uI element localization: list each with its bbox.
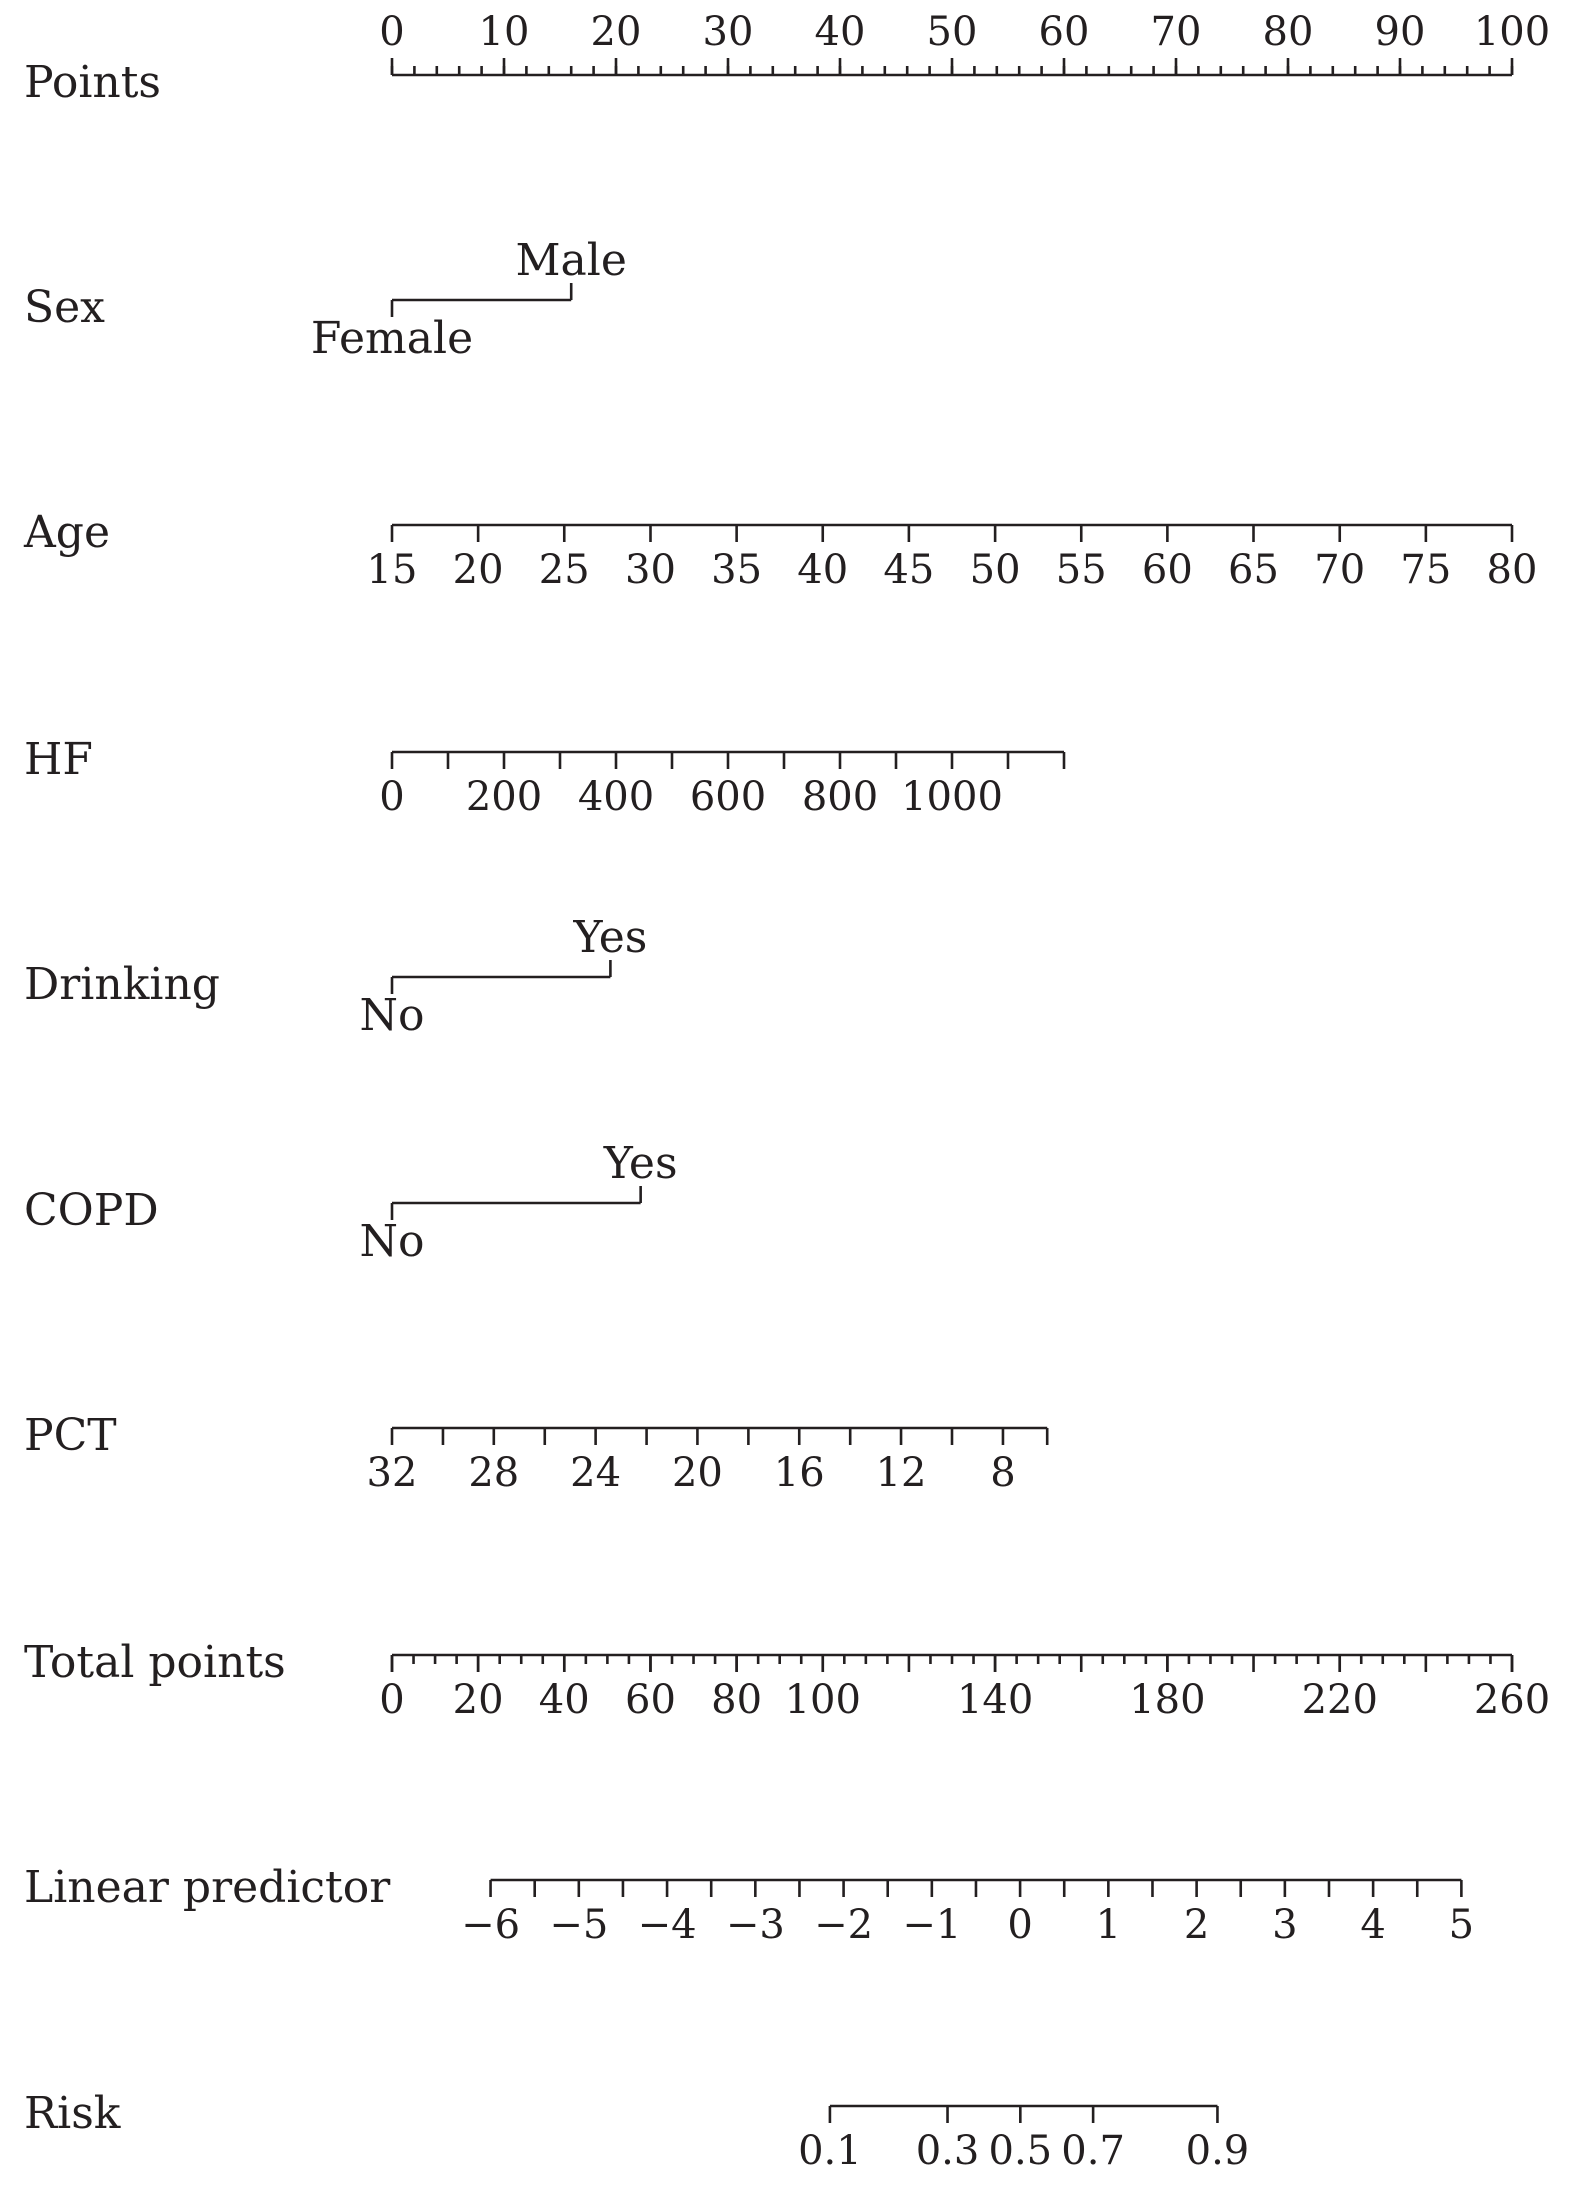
- tick-label-lp-18: 3: [1272, 1902, 1298, 1948]
- tick-label-points-7: 70: [1150, 9, 1202, 55]
- tick-label-age-6: 45: [883, 547, 935, 593]
- tick-label-pct-10: 12: [875, 1450, 927, 1496]
- tick-label-risk-0: 0.1: [798, 2128, 862, 2174]
- tick-label-lp-4: −4: [637, 1902, 697, 1948]
- row-hf: [24, 734, 1064, 820]
- tick-label-total-5: 100: [784, 1677, 861, 1723]
- tick-label-lp-2: −5: [549, 1902, 609, 1948]
- tick-label-total-4: 80: [711, 1677, 763, 1723]
- tick-label-points-6: 60: [1038, 9, 1090, 55]
- tick-label-points-5: 50: [926, 9, 978, 55]
- row-label-risk: Risk: [24, 2088, 121, 2139]
- level-label-drinking-0: No: [359, 990, 425, 1041]
- row-drinking: [24, 912, 647, 1041]
- tick-label-lp-12: 0: [1007, 1902, 1033, 1948]
- row-risk: [24, 2088, 1249, 2174]
- tick-label-age-10: 65: [1228, 547, 1279, 593]
- tick-label-total-9: 260: [1473, 1677, 1551, 1723]
- tick-label-total-7: 180: [1129, 1677, 1206, 1723]
- row-sex: [24, 235, 627, 364]
- tick-label-hf-8: 800: [801, 774, 879, 820]
- level-label-drinking-1: Yes: [573, 912, 648, 963]
- row-points: [24, 9, 1550, 108]
- row-label-age: Age: [24, 507, 110, 558]
- tick-label-risk-1: 0.3: [915, 2128, 980, 2174]
- tick-label-pct-8: 16: [773, 1450, 825, 1496]
- tick-label-pct-0: 32: [366, 1450, 418, 1496]
- tick-label-age-11: 70: [1314, 547, 1366, 593]
- tick-label-total-3: 60: [625, 1677, 676, 1723]
- tick-label-total-8: 220: [1301, 1677, 1378, 1723]
- tick-label-points-8: 80: [1262, 9, 1314, 55]
- tick-label-total-2: 40: [538, 1677, 590, 1723]
- tick-label-risk-4: 0.9: [1185, 2128, 1250, 2174]
- tick-label-age-0: 15: [366, 547, 418, 593]
- row-pct: [24, 1410, 1047, 1496]
- row-label-drinking: Drinking: [24, 959, 220, 1010]
- tick-label-total-1: 20: [452, 1677, 504, 1723]
- tick-label-hf-6: 600: [689, 774, 767, 820]
- tick-label-total-0: 0: [379, 1677, 405, 1723]
- tick-label-total-6: 140: [956, 1677, 1034, 1723]
- tick-label-points-0: 0: [379, 9, 405, 55]
- tick-label-age-12: 75: [1400, 547, 1452, 593]
- row-label-lp: Linear predictor: [24, 1862, 391, 1913]
- tick-label-age-1: 20: [452, 547, 504, 593]
- row-label-sex: Sex: [24, 282, 105, 333]
- tick-label-pct-2: 28: [468, 1450, 520, 1496]
- tick-label-lp-0: −6: [461, 1902, 521, 1948]
- tick-label-lp-22: 5: [1448, 1902, 1475, 1948]
- nomogram-rows: [23, 9, 1550, 2174]
- tick-label-hf-10: 1000: [901, 774, 1003, 820]
- tick-label-lp-16: 2: [1183, 1902, 1210, 1948]
- tick-label-age-7: 50: [969, 547, 1021, 593]
- row-copd: [24, 1138, 678, 1267]
- row-label-points: Points: [24, 57, 161, 108]
- tick-label-points-3: 30: [702, 9, 754, 55]
- level-label-sex-1: Male: [515, 235, 627, 286]
- row-label-hf: HF: [24, 734, 93, 785]
- tick-label-points-9: 90: [1374, 9, 1426, 55]
- tick-label-pct-12: 8: [990, 1450, 1016, 1496]
- tick-label-lp-8: −2: [814, 1902, 874, 1948]
- tick-label-risk-2: 0.5: [988, 2128, 1053, 2174]
- tick-label-age-9: 60: [1141, 547, 1193, 593]
- tick-label-points-1: 10: [478, 9, 530, 55]
- tick-label-age-13: 80: [1486, 547, 1538, 593]
- tick-label-lp-10: −1: [902, 1902, 962, 1948]
- row-age: [23, 507, 1537, 593]
- tick-label-hf-4: 400: [577, 774, 655, 820]
- level-label-copd-0: No: [359, 1216, 425, 1267]
- tick-label-age-2: 25: [538, 547, 590, 593]
- tick-label-pct-6: 20: [671, 1450, 723, 1496]
- tick-label-risk-3: 0.7: [1061, 2128, 1125, 2174]
- tick-label-age-4: 35: [711, 547, 763, 593]
- tick-label-points-2: 20: [590, 9, 642, 55]
- tick-label-points-10: 100: [1473, 9, 1551, 55]
- tick-label-age-5: 40: [797, 547, 849, 593]
- tick-label-age-3: 30: [625, 547, 676, 593]
- tick-label-lp-6: −3: [725, 1902, 785, 1948]
- row-total: [24, 1637, 1550, 1723]
- row-label-pct: PCT: [24, 1410, 117, 1461]
- row-label-total: Total points: [24, 1637, 286, 1688]
- tick-label-hf-0: 0: [379, 774, 405, 820]
- tick-label-lp-14: 1: [1095, 1902, 1122, 1948]
- row-lp: [24, 1862, 1474, 1948]
- tick-label-hf-2: 200: [465, 774, 543, 820]
- level-label-copd-1: Yes: [603, 1138, 678, 1189]
- row-label-copd: COPD: [24, 1185, 159, 1236]
- level-label-sex-0: Female: [310, 313, 474, 364]
- tick-label-lp-20: 4: [1360, 1902, 1386, 1948]
- tick-label-pct-4: 24: [570, 1450, 622, 1496]
- tick-label-age-8: 55: [1055, 547, 1107, 593]
- tick-label-points-4: 40: [814, 9, 866, 55]
